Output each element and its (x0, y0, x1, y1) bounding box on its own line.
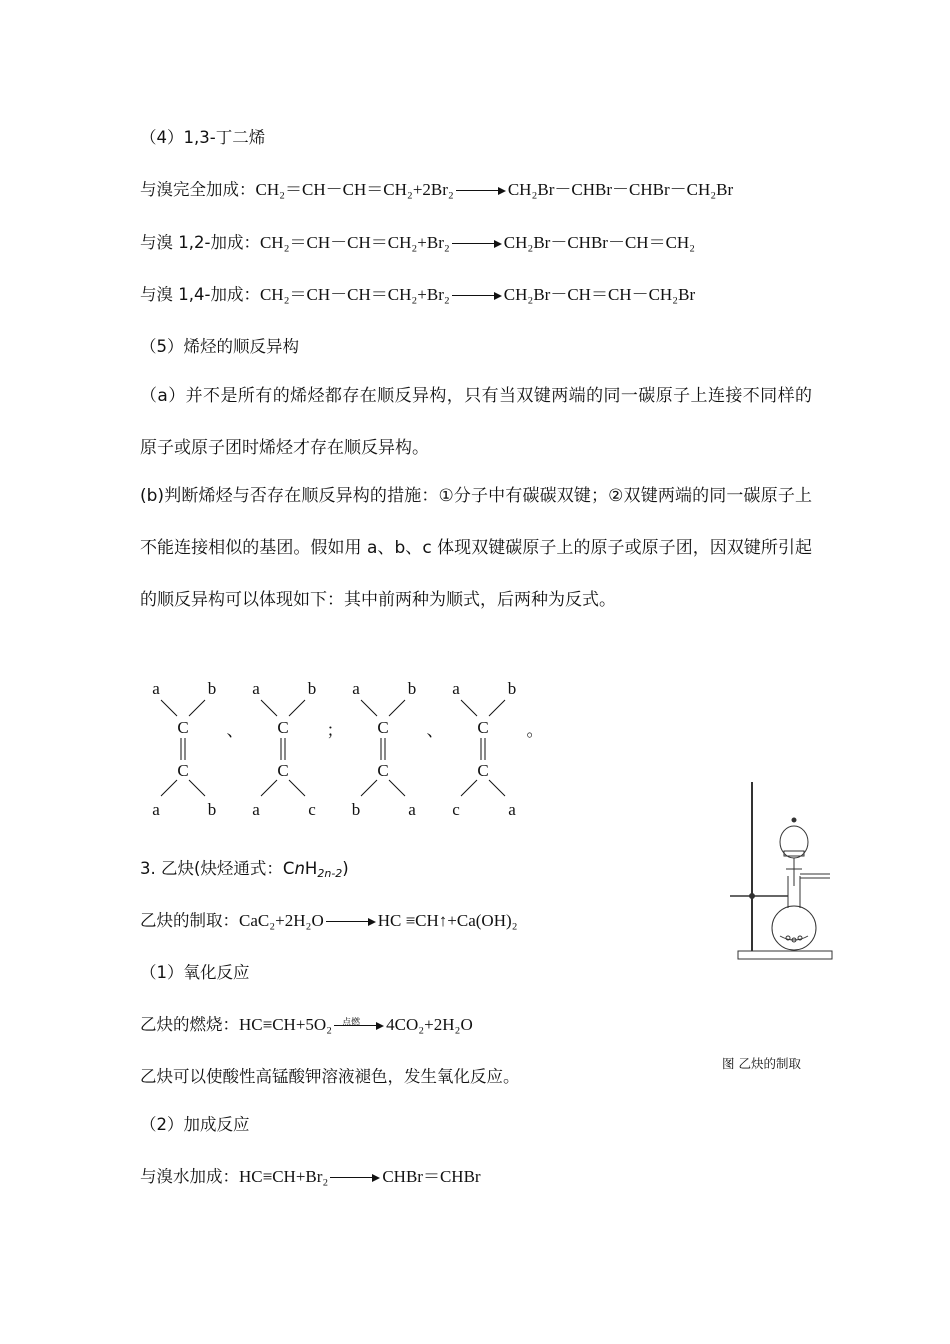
bond-line (461, 700, 477, 716)
equation-reactant: HC≡CH+Br₂ (239, 1167, 329, 1186)
acetylene-apparatus-figure (722, 776, 840, 966)
equation-product: 4CO₂+2H₂O (386, 1015, 473, 1034)
separator: ； (326, 721, 344, 740)
reaction-arrow-icon (326, 917, 376, 927)
section-heading-isomer: （5）烯烃的顺反异构 (140, 337, 299, 356)
subheading-addition: （2）加成反应 (140, 1115, 250, 1134)
structure-diagram (140, 676, 560, 821)
figure-caption: 图 乙炔的制取 (722, 1056, 801, 1071)
bond-line (289, 700, 305, 716)
carbon-atom: C (477, 718, 489, 737)
reaction-arrow-icon (452, 291, 502, 301)
bond-line (461, 780, 477, 796)
carbon-atom: C (477, 761, 489, 780)
bond-line (161, 700, 177, 716)
carbon-atom: C (377, 761, 389, 780)
equation-product: CHBr＝CHBr (382, 1167, 481, 1186)
substituent-bottom-left: a (252, 800, 260, 819)
separator: 。 (526, 721, 544, 740)
bond-line (189, 780, 205, 796)
equation-label: 与溴 1,4-加成： (140, 285, 260, 304)
bond-line (261, 780, 277, 796)
separator: 、 (426, 721, 444, 740)
equation-12-addition (140, 231, 695, 255)
substituent-bottom-right: a (408, 800, 416, 819)
section-heading-acetylene: 3. 乙炔(炔烃通式：CnH$_{2n-2}$) (140, 859, 349, 880)
equation-14-addition (140, 283, 695, 307)
carbon-atom: C (277, 761, 289, 780)
carbon-atom: C (377, 718, 389, 737)
separator: 、 (226, 721, 244, 740)
paragraph-b: (b)判断烯烃与否存在顺反异构的措施：①分子中有碳碳双键；②双键两端的同一碳原子上不能连接相似的基团。假如用 a、b、c 体现双键碳原子上的原子或原子团，因双键所引起的顺反异构可以体现如下：其中前两种为顺式，后两种为反式。 (140, 486, 812, 610)
equation-preparation (140, 909, 518, 933)
equation-reactant: CH₂＝CH－CH＝CH₂+Br₂ (259, 233, 450, 252)
reaction-arrow-icon (452, 239, 502, 249)
reaction-arrow-icon (330, 1173, 380, 1183)
equation-combustion (140, 1013, 473, 1037)
carbon-atom: C (277, 718, 289, 737)
carbon-atom: C (177, 718, 189, 737)
bond-line (361, 700, 377, 716)
equation-label: 与溴水加成： (140, 1167, 239, 1186)
paragraph-a: （a）并不是所有的烯烃都存在顺反异构，只有当双键两端的同一碳原子上连接不同样的原子或原子团时烯烃才存在顺反异构。 (140, 386, 812, 458)
substituent-top-right: b (507, 679, 517, 698)
substituent-top-right: b (407, 679, 417, 698)
substituent-top-left: a (452, 679, 460, 698)
substituent-top-left: a (252, 679, 260, 698)
bond-line (489, 700, 505, 716)
equation-product: CH₂Br－CHBr－CH＝CH₂ (503, 233, 696, 252)
substituent-bottom-left: c (452, 800, 460, 819)
bond-line (389, 700, 405, 716)
substituent-bottom-left: b (351, 800, 361, 819)
reaction-arrow-icon (456, 186, 506, 196)
bond-line (389, 780, 405, 796)
substituent-top-left: a (352, 679, 360, 698)
equation-product: CH₂Br－CH＝CH－CH₂Br (503, 285, 696, 304)
bond-line (361, 780, 377, 796)
carbon-atom: C (177, 761, 189, 780)
substituent-top-left: a (152, 679, 160, 698)
equation-label: 乙炔的燃烧： (140, 1015, 239, 1034)
equation-product: HC ≡CH↑+Ca(OH)₂ (377, 911, 518, 930)
equation-product: CH₂Br－CHBr－CHBr－CH₂Br (507, 180, 734, 199)
oxidation-note: 乙炔可以使酸性高锰酸钾溶液褪色，发生氧化反应。 (140, 1067, 520, 1086)
reaction-condition: 点燃 (342, 1018, 361, 1029)
substituent-bottom-right: c (308, 800, 316, 819)
section-heading-diene: （4）1,3-丁二烯 (140, 128, 266, 147)
apparatus-icon (722, 776, 840, 966)
equation-label: 与溴完全加成： (140, 180, 256, 199)
equation-reactant: CH₂＝CH－CH＝CH₂+Br₂ (259, 285, 450, 304)
substituent-top-right: b (307, 679, 317, 698)
substituent-top-right: b (207, 679, 217, 698)
equation-reactant: HC≡CH+5O₂ (239, 1015, 333, 1034)
bond-line (289, 780, 305, 796)
substituent-bottom-right: b (207, 800, 217, 819)
subheading-oxidation: （1）氧化反应 (140, 963, 250, 982)
bond-line (189, 700, 205, 716)
substituent-bottom-left: a (152, 800, 160, 819)
equation-label: 与溴 1,2-加成： (140, 233, 260, 252)
bond-line (489, 780, 505, 796)
equation-bromine-water (140, 1165, 481, 1189)
equation-full-addition (140, 178, 733, 202)
equation-label: 乙炔的制取： (140, 911, 239, 930)
substituent-bottom-right: a (508, 800, 516, 819)
bond-line (161, 780, 177, 796)
equation-reactant: CH₂＝CH－CH＝CH₂+2Br₂ (255, 180, 454, 199)
reaction-arrow-icon (334, 1018, 384, 1031)
bond-line (261, 700, 277, 716)
equation-reactant: CaC₂+2H₂O (239, 911, 324, 930)
isomer-structures (140, 676, 560, 821)
